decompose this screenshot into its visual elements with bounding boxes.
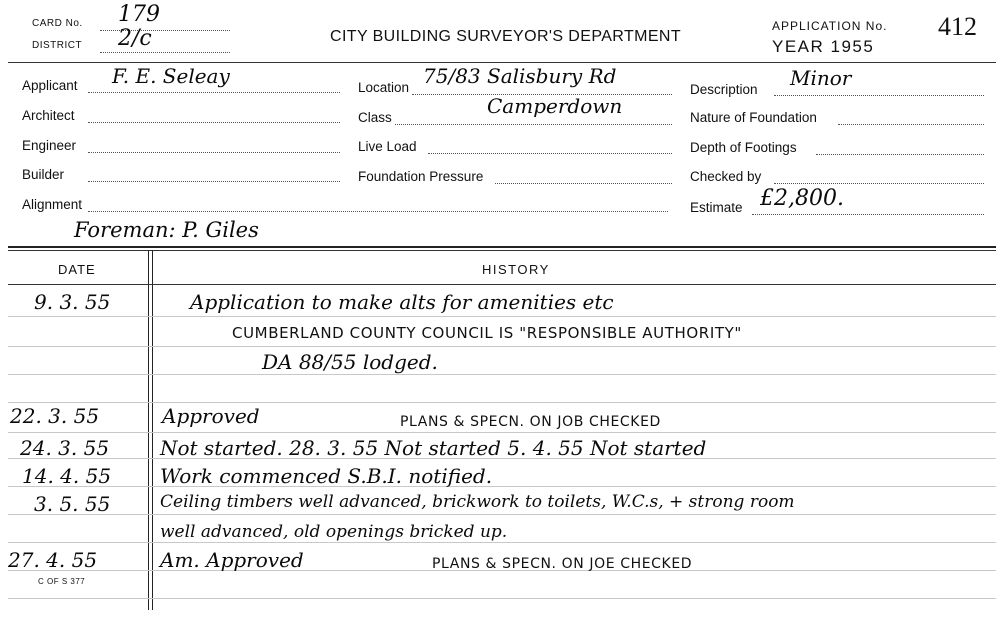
alignment-label: Alignment	[22, 197, 83, 212]
history-entry-text: Work commenced S.B.I. notified.	[160, 464, 493, 488]
history-column-header: HISTORY	[482, 262, 550, 277]
form-code: C OF S 377	[38, 577, 86, 586]
class-label: Class	[358, 110, 392, 125]
checked-by-label: Checked by	[690, 169, 762, 184]
history-date: 9. 3. 55	[34, 290, 111, 314]
history-entry-text: CUMBERLAND COUNTY COUNCIL IS "RESPONSIBLE AUTHORITY"	[232, 324, 742, 342]
district-label: DISTRICT	[32, 40, 83, 51]
date-column-header: DATE	[58, 262, 96, 277]
description-value: Minor	[790, 66, 852, 90]
foreman-value: Foreman: P. Giles	[74, 218, 259, 242]
application-number: 412	[938, 12, 977, 41]
estimate-label: Estimate	[690, 200, 743, 215]
location-value-1: 75/83 Salisbury Rd	[423, 64, 617, 88]
card-no-label: CARD No.	[32, 18, 83, 29]
history-entry-text: Ceiling timbers well advanced, brickwork to toilets, W.C.s, + strong room	[160, 492, 795, 512]
plans-checked-stamp: PLANS & SPECN. ON JOE CHECKED	[432, 556, 693, 572]
application-label: APPLICATION No.	[772, 19, 888, 33]
estimate-value: £2,800.	[760, 186, 844, 211]
history-entry-text: DA 88/55 lodged.	[262, 350, 438, 374]
card-no-value: 179	[118, 2, 160, 27]
builder-label: Builder	[22, 167, 65, 182]
history-date: 27. 4. 55	[8, 548, 98, 572]
history-entry-text: Approved	[162, 404, 260, 428]
department-title: CITY BUILDING SURVEYOR'S DEPARTMENT	[330, 28, 682, 45]
engineer-label: Engineer	[22, 138, 77, 153]
applicant-label: Applicant	[22, 78, 78, 93]
history-date: 22. 3. 55	[10, 404, 100, 428]
history-entry-text: Application to make alts for amenities etc	[190, 290, 614, 314]
history-date: 3. 5. 55	[34, 492, 111, 516]
history-entry-text: well advanced, old openings bricked up.	[160, 522, 508, 542]
architect-label: Architect	[22, 108, 75, 123]
description-label: Description	[690, 82, 758, 97]
live-load-label: Live Load	[358, 139, 417, 154]
history-entry-text: Not started. 28. 3. 55 Not started 5. 4. 55 Not started	[160, 436, 707, 460]
history-date: 14. 4. 55	[22, 464, 112, 488]
nature-of-foundation-label: Nature of Foundation	[690, 110, 817, 125]
history-entry-text: Am. Approved	[160, 548, 304, 572]
depth-of-footings-label: Depth of Footings	[690, 140, 797, 155]
district-value: 2/c	[118, 26, 152, 51]
location-value-2: Camperdown	[487, 94, 623, 118]
plans-checked-stamp: PLANS & SPECN. ON JOB CHECKED	[400, 414, 661, 430]
applicant-value: F. E. Seleay	[112, 64, 230, 88]
location-label: Location	[358, 80, 410, 95]
foundation-pressure-label: Foundation Pressure	[358, 169, 484, 184]
year-label: YEAR 1955	[772, 37, 875, 56]
history-date: 24. 3. 55	[20, 436, 110, 460]
